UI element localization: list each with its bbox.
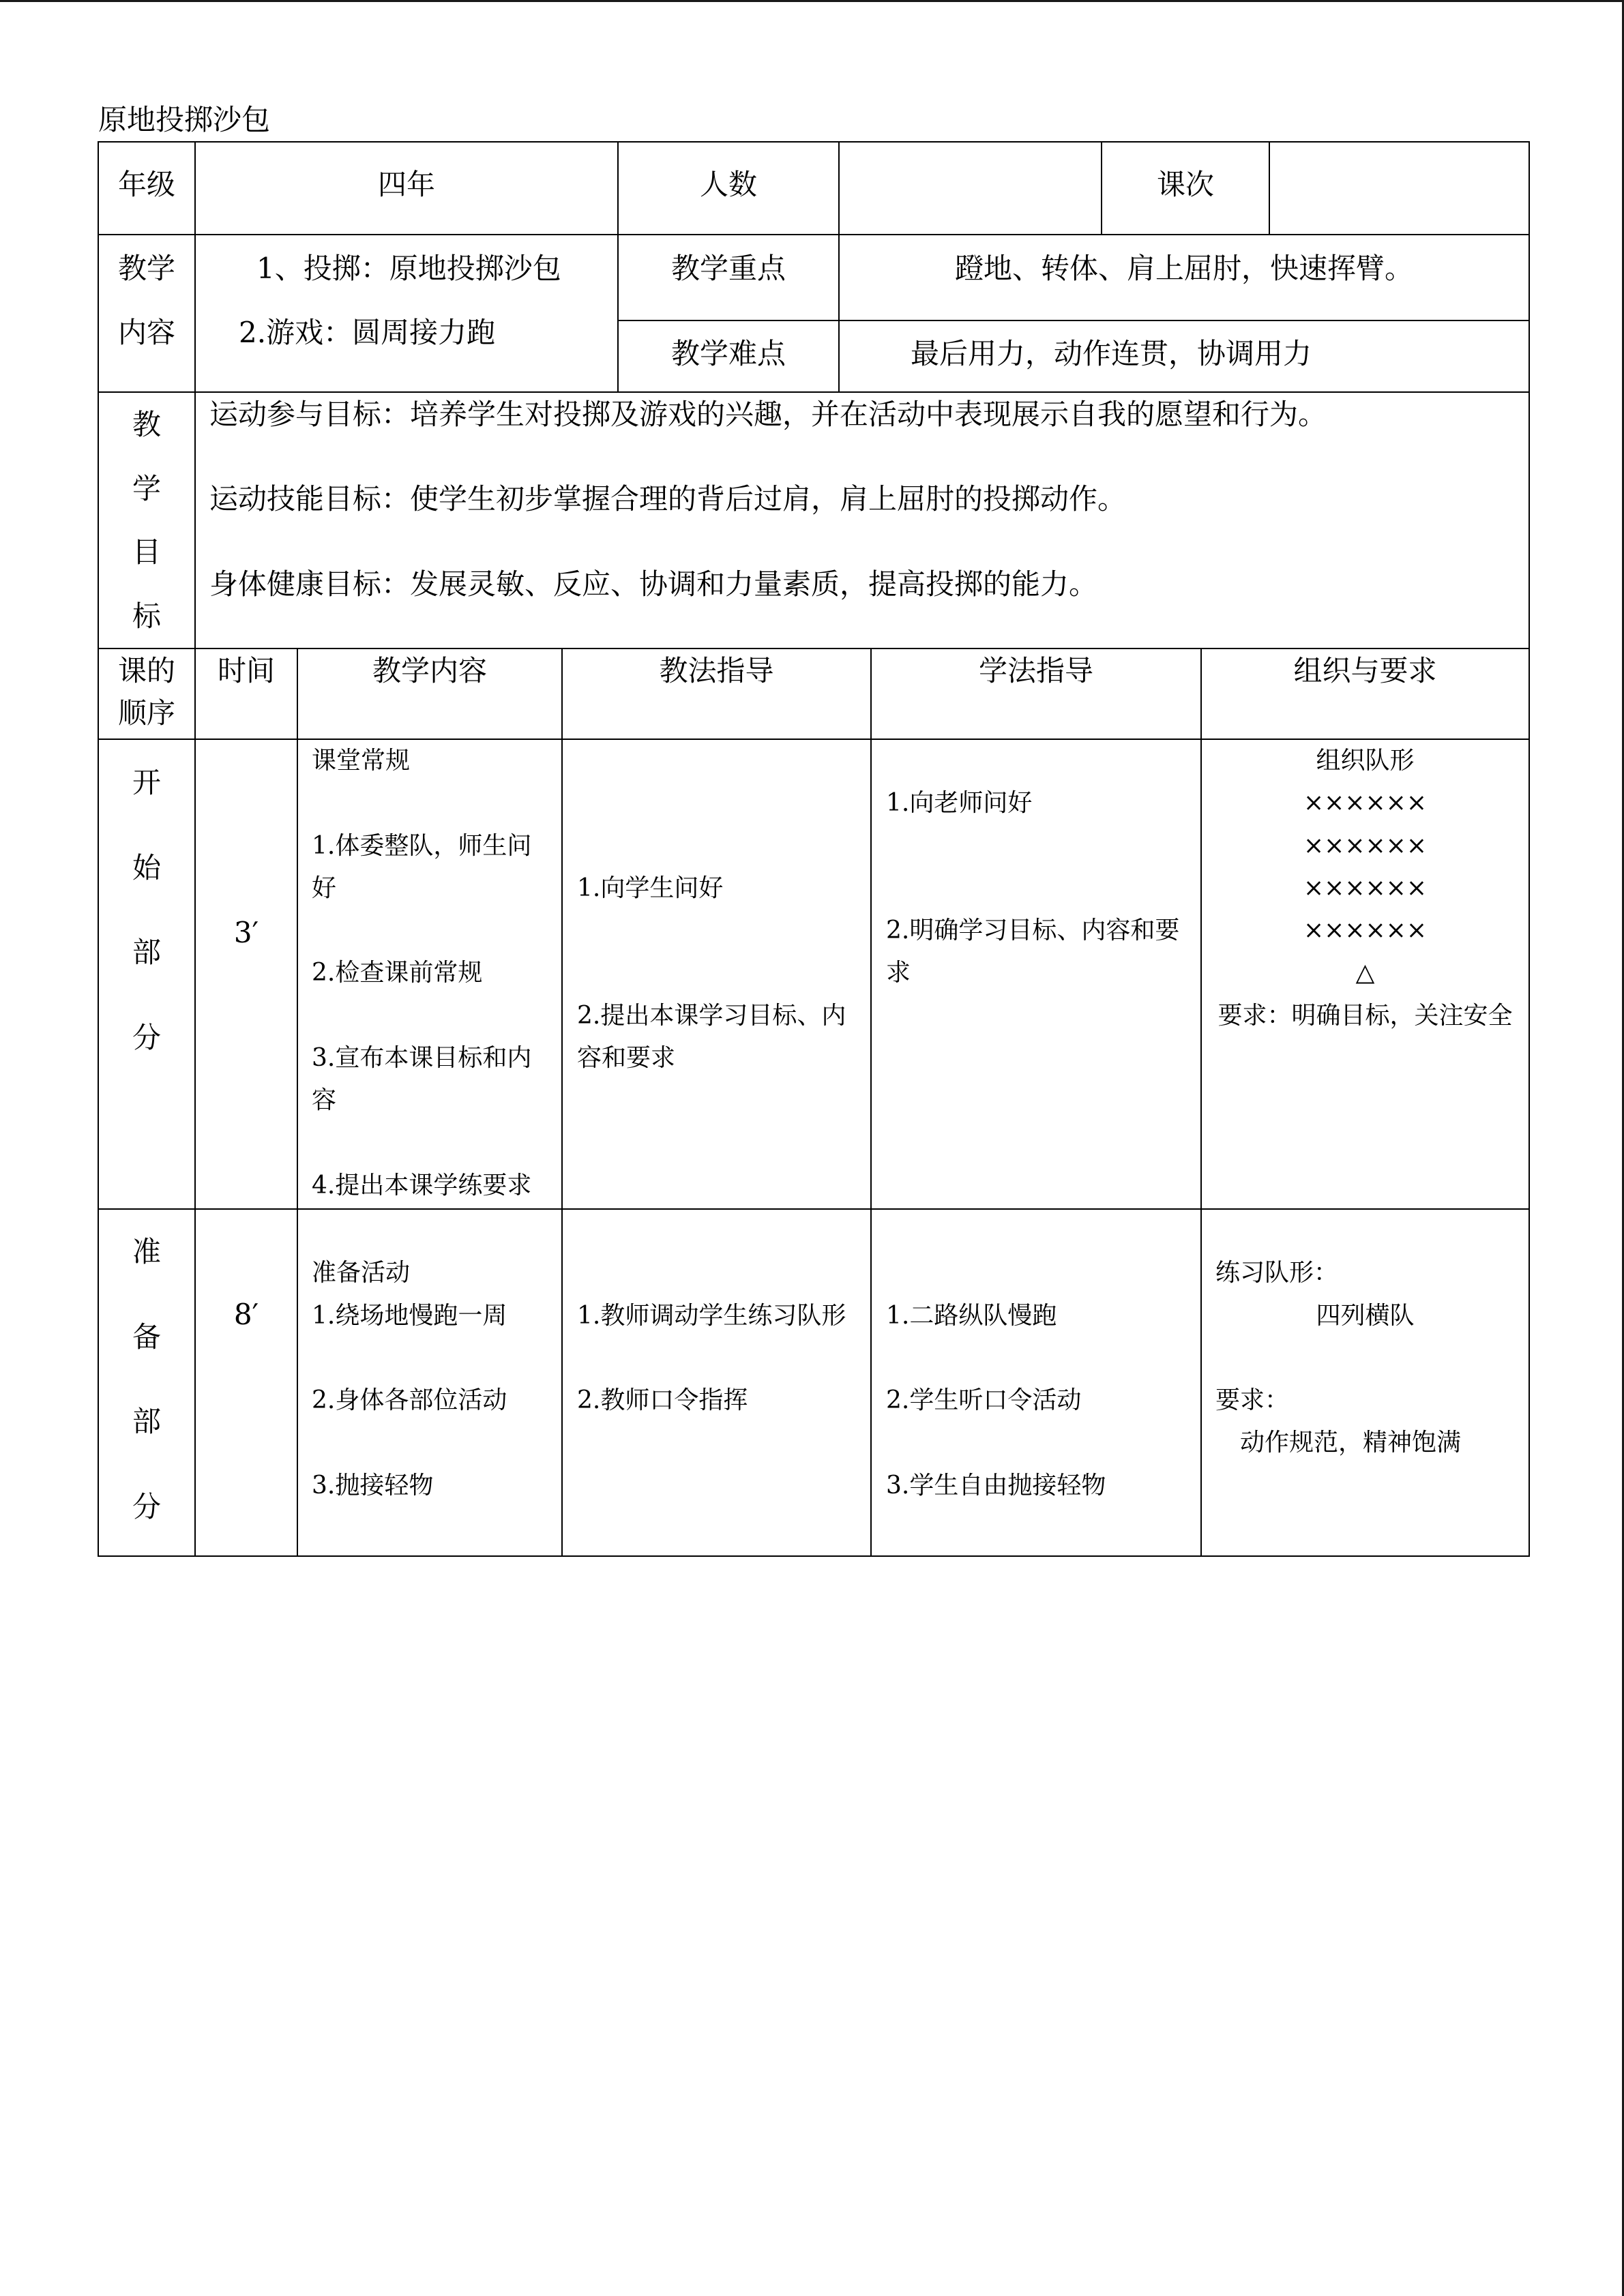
objectives-label-wrap — [99, 393, 194, 648]
header-order-wrap — [99, 650, 194, 735]
content-item: 1.绕场地慢跑一周 — [312, 1301, 507, 1330]
teaching-method-cell — [561, 739, 872, 1210]
phase-wrap — [99, 1210, 194, 1549]
organization-block — [1202, 1210, 1529, 1465]
formation-row: ×××××× — [1303, 874, 1427, 902]
phase-cell — [98, 739, 196, 1210]
content-item: 2.检查课前常规 — [312, 959, 483, 987]
learning-method-cell — [870, 739, 1202, 1210]
grade-label-cell — [98, 141, 196, 235]
key-point-cell — [838, 234, 1530, 321]
time-value: 8′ — [233, 1298, 259, 1331]
students-label-cell — [617, 141, 840, 235]
teaching-content-label-wrap — [99, 237, 194, 365]
learning-method-list — [886, 1210, 1193, 1507]
column-header-time: 时间 — [217, 654, 275, 687]
column-header-learning: 学法指导 — [978, 654, 1093, 687]
phase-cell — [98, 1208, 196, 1557]
column-header-organization: 组织与要求 — [1293, 654, 1437, 687]
organization-requirement-label: 要求： — [1215, 1386, 1290, 1415]
content-heading: 课堂常规 — [312, 747, 411, 775]
difficulty-text: 最后用力，动作连贯，协调用力 — [911, 337, 1312, 370]
column-header-order: 课的顺序 — [117, 654, 175, 730]
organization-heading: 练习队形： — [1215, 1259, 1339, 1287]
teaching-method-cell — [561, 1208, 872, 1557]
header-organization-cell — [1200, 648, 1530, 740]
objectives-cell — [194, 391, 1530, 649]
learning-method-item: 2.明确学习目标、内容和要求 — [886, 916, 1180, 987]
time-cell — [194, 739, 298, 1210]
lesson-title: 原地投掷沙包 — [98, 103, 271, 136]
objective-item: 运动参与目标：培养学生对投掷及游戏的兴趣，并在活动中表现展示自我的愿望和行为。 — [209, 397, 1327, 431]
content-list — [312, 740, 545, 1207]
teaching-method-item: 1.向学生问好 — [577, 874, 724, 902]
organization-block — [1202, 740, 1529, 1037]
content-list — [312, 1210, 545, 1507]
difficulty-cell — [838, 320, 1530, 393]
content-item: 3.宣布本课目标和内容 — [312, 1043, 532, 1115]
key-point-label: 教学重点 — [670, 252, 786, 285]
learning-method-cell — [870, 1208, 1202, 1557]
teaching-content-label-cell — [98, 234, 196, 393]
phase-wrap — [99, 741, 194, 1080]
phase-label: 开始部分 — [132, 766, 161, 1054]
organization-cell — [1200, 739, 1530, 1210]
objectives-label-cell — [98, 391, 196, 649]
content-item: 2.游戏：圆周接力跑 — [239, 316, 496, 349]
phase-label: 准备部分 — [132, 1235, 161, 1523]
content-item: 1.体委整队，师生问好 — [312, 831, 532, 902]
lesson-number-label-cell — [1101, 141, 1270, 235]
teaching-method-item: 1.教师调动学生练习队形 — [577, 1301, 846, 1330]
organization-requirement: 要求：明确目标，关注安全 — [1217, 1001, 1513, 1030]
lesson-number-value-cell — [1269, 141, 1530, 235]
learning-method-list — [886, 740, 1193, 995]
content-item: 2.身体各部位活动 — [312, 1386, 507, 1415]
header-order-cell — [98, 648, 196, 740]
key-point-label-cell — [617, 234, 840, 321]
grade-label: 年级 — [117, 168, 175, 201]
objectives-list — [209, 397, 1327, 601]
organization-cell — [1200, 1208, 1530, 1557]
content-cell — [297, 739, 563, 1210]
key-point-text: 蹬地、转体、肩上屈肘，快速挥臂。 — [954, 252, 1413, 285]
content-heading: 准备活动 — [312, 1259, 411, 1287]
students-label: 人数 — [699, 168, 757, 201]
lesson-number-label: 课次 — [1156, 168, 1214, 201]
objective-item: 运动技能目标：使学生初步掌握合理的背后过肩，肩上屈肘的投掷动作。 — [209, 482, 1127, 516]
header-learning-cell — [870, 648, 1202, 740]
organization-requirement: 动作规范，精神饱满 — [1240, 1429, 1462, 1457]
difficulty-label-cell — [617, 320, 840, 393]
objectives-label: 教学目标 — [132, 408, 161, 633]
teaching-content-label: 教学内容 — [117, 252, 175, 349]
page-edge-top — [0, 0, 1624, 2]
students-value-cell — [838, 141, 1102, 235]
content-cell — [297, 1208, 563, 1557]
learning-method-item: 3.学生自由抛接轻物 — [886, 1471, 1106, 1500]
formation-row: ×××××× — [1303, 789, 1427, 818]
column-header-content: 教学内容 — [372, 654, 487, 687]
grade-value-cell — [194, 141, 619, 235]
teaching-method-item: 2.提出本课学习目标、内容和要求 — [577, 1001, 846, 1072]
teaching-method-list — [577, 740, 859, 1079]
learning-method-item: 1.向老师问好 — [886, 789, 1033, 818]
header-teaching-cell — [561, 648, 872, 740]
header-time-cell — [194, 648, 298, 740]
formation-row: ×××××× — [1303, 831, 1427, 860]
time-cell — [194, 1208, 298, 1557]
difficulty-label: 教学难点 — [670, 337, 786, 370]
learning-method-item: 2.学生听口令活动 — [886, 1386, 1082, 1415]
teacher-position-marker: △ — [1355, 959, 1375, 987]
teaching-method-item: 2.教师口令指挥 — [577, 1386, 748, 1415]
column-header-teaching: 教法指导 — [659, 654, 774, 687]
grade-value: 四年 — [377, 168, 435, 201]
learning-method-item: 1.二路纵队慢跑 — [886, 1301, 1057, 1330]
objective-item: 身体健康目标：发展灵敏、反应、协调和力量素质，提高投掷的能力。 — [209, 567, 1098, 601]
header-content-cell — [297, 648, 563, 740]
formation-name: 四列横队 — [1316, 1301, 1415, 1330]
formation-row: ×××××× — [1303, 916, 1427, 945]
content-item: 4.提出本课学练要求 — [312, 1171, 532, 1199]
teaching-method-list — [577, 1210, 859, 1422]
organization-heading: 组织队形 — [1316, 747, 1415, 775]
content-item: 3.抛接轻物 — [312, 1471, 434, 1500]
teaching-content-cell — [194, 234, 619, 393]
time-value: 3′ — [233, 916, 259, 949]
content-item: 1、投掷：原地投掷沙包 — [256, 252, 561, 285]
